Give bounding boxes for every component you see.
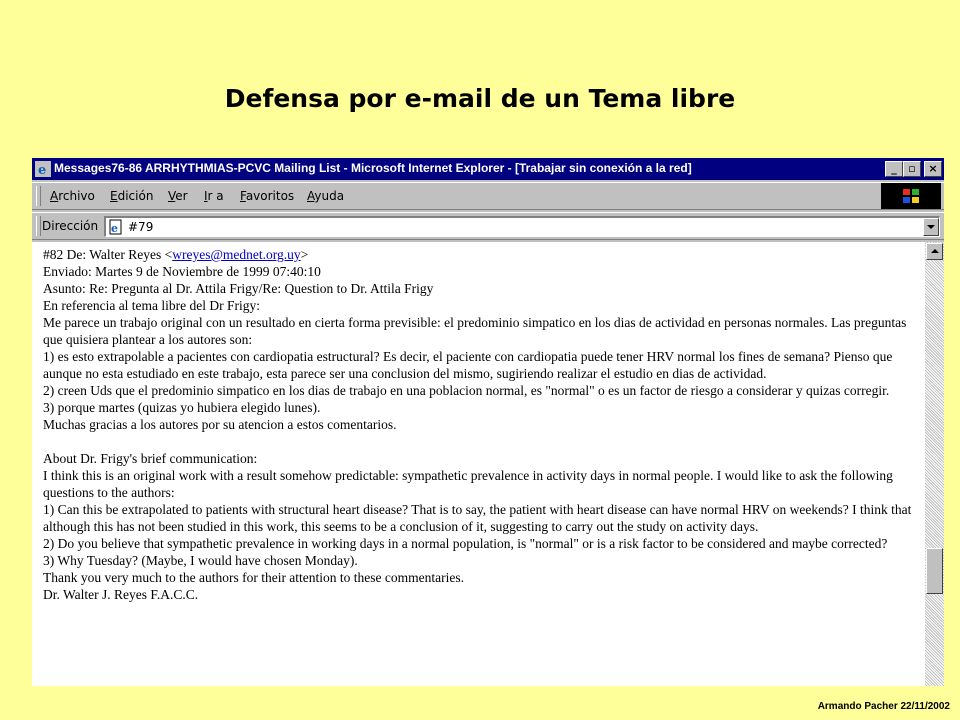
svg-text:e: e [38,163,47,177]
address-label: Dirección [42,219,99,233]
page-icon [108,219,124,235]
email-link[interactable]: wreyes@mednet.org.uy [172,247,301,262]
message-line: 2) Do you believe that sympathetic prevalence in working days in a normal population, is "normal" or is a risk factor to be considered and maybe corrected? [43,536,888,551]
menu-bar [32,182,944,210]
message-body [43,246,921,603]
message-line: Me parece un trabajo original con un resultado en cierta forma previsible: el predominio simpatico en los dias de actividad en personas normales. Las preguntas que quisiera plantear a los autores son: [43,315,907,347]
menu-ver[interactable]: Ver [168,189,188,203]
message-line: I think this is an original work with a result somehow predictable: sympathetic prevalence in activity days in normal people. I would like to ask the following questions to the authors: [43,468,893,500]
message-line: Muchas gracias a los autores por su atencion a estos comentarios. [43,417,397,432]
menu-archivo[interactable]: Archivo [50,189,95,203]
message-line: 3) Why Tuesday? (Maybe, I would have chosen Monday). [43,553,358,568]
paragraph-gap [43,433,921,450]
menu-favoritos[interactable]: Favoritos [240,189,295,203]
address-bar [32,212,944,240]
address-grip[interactable] [36,216,41,236]
vertical-scrollbar[interactable] [925,242,944,686]
address-dropdown-button[interactable] [923,218,939,236]
page-content [32,242,925,686]
window-titlebar[interactable] [32,158,944,180]
message-line: Enviado: Martes 9 de Noviembre de 1999 07:40:10 [43,264,321,279]
message-line: En referencia al tema libre del Dr Frigy: [43,298,261,313]
message-line: About Dr. Frigy's brief communication: [43,451,258,466]
browser-window [32,158,944,686]
window-title: Messages76-86 ARRHYTHMIAS-PCVC Mailing List - Microsoft Internet Explorer - [Trabajar sin conexión a la red] [54,161,692,175]
message-line: 1) es esto extrapolable a pacientes con cardiopatia estructural? Es decir, el paciente con cardiopatia puede tener HRV normal los fines de semana? Pienso que aunque no esta estudiado en este trabajo, esta parece ser una conclusion del mismo, sugiriendo realizar el estudio en dias de actividad. [43,349,893,381]
message-line: Asunto: Re: Pregunta al Dr. Attila Frigy/Re: Question to Dr. Attila Frigy [43,281,434,296]
address-value: #79 [128,220,154,234]
windows-logo-icon [881,183,941,209]
message-line: 1) Can this be extrapolated to patients with structural heart disease? That is to say, the patient with heart disease can have normal HRV on weekends? I think that although this has not been studied in this work, this seems to be a conclusion of it, suggesting to carry out the study on activity days. [43,502,912,534]
menu-ayuda[interactable]: Ayuda [307,189,345,203]
menu-ir-a[interactable]: Ir a [204,189,224,203]
slide-title: Defensa por e-mail de un Tema libre [224,84,736,113]
message-line: Thank you very much to the authors for their attention to these commentaries. [43,570,465,585]
scroll-up-button[interactable] [926,243,943,260]
internet-explorer-icon [35,161,51,177]
maximize-button[interactable]: ▫ [903,161,921,177]
slide-footer: Armando Pacher 22/11/2002 [817,701,950,712]
message-signature: Dr. Walter J. Reyes F.A.C.C. [43,587,199,602]
svg-text:e: e [111,222,118,235]
message-header: #82 De: Walter Reyes <wreyes@mednet.org.uy> [43,247,309,262]
minimize-button[interactable]: _ [885,161,903,177]
scroll-thumb[interactable] [926,548,943,594]
message-line: 3) porque martes (quizas yo hubiera elegido lunes). [43,400,321,415]
menu-edicion[interactable]: Edición [110,189,154,203]
close-button[interactable]: × [924,161,942,177]
address-input[interactable] [104,216,940,237]
message-line: 2) creen Uds que el predominio simpatico en los dias de trabajo en una poblacion normal, es "normal" o es un factor de riesgo a considerar y quizas corregir. [43,383,890,398]
toolbar-grip[interactable] [36,186,41,206]
